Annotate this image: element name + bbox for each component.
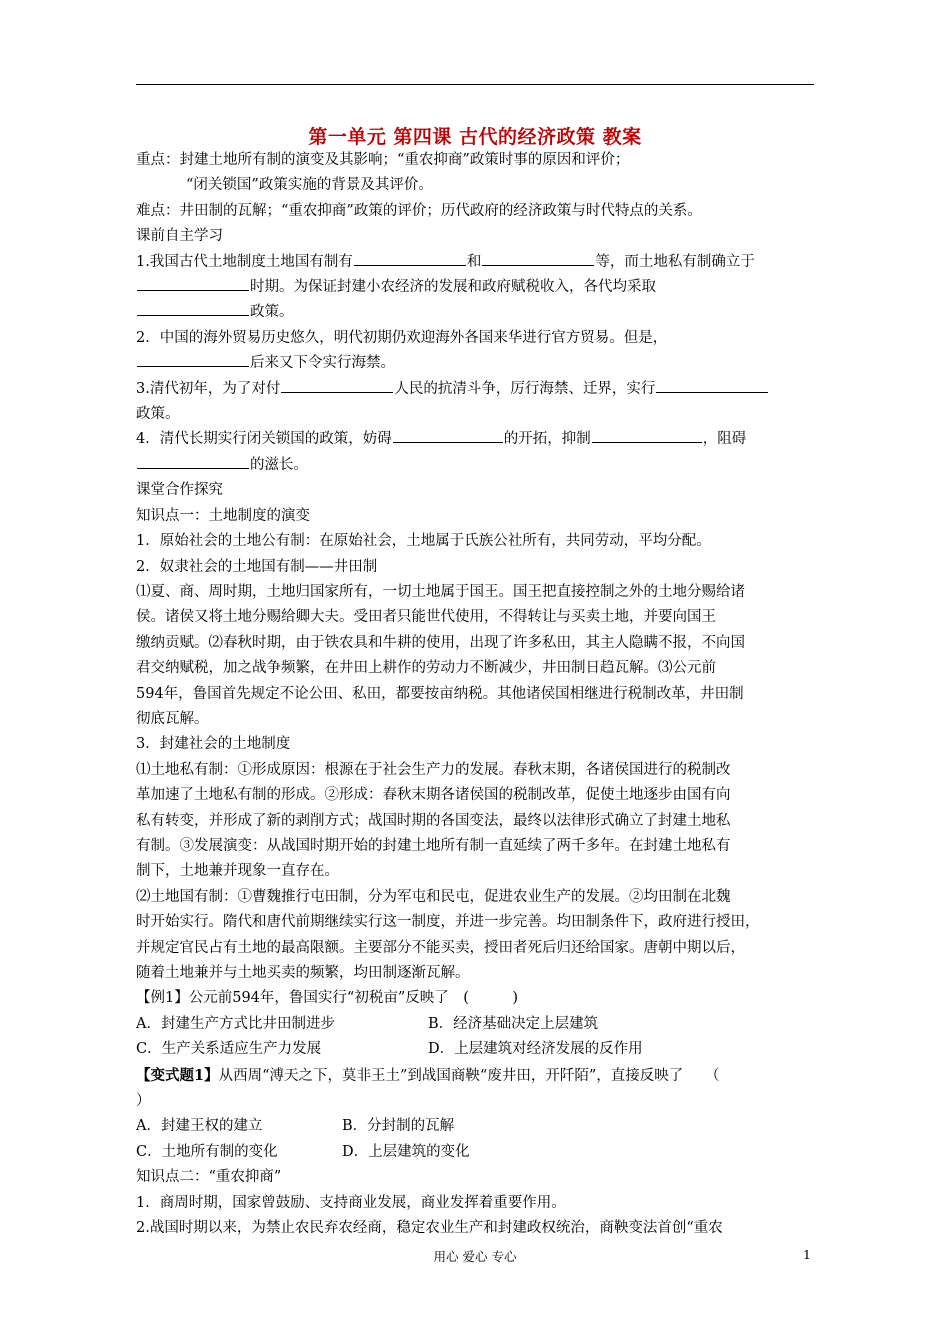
page-footer (0, 1247, 950, 1267)
document-body (136, 148, 816, 1241)
kp2-paragraph-1: 1．商周时期，国家曾鼓励、支持商业发展，商业发挥着重要作用。 (136, 1194, 566, 1211)
q1-text-d: 时期。为保证封建小农经济的发展和政府赋税收入，各代均采取 (250, 279, 656, 296)
example-1-option-b[interactable]: B．经济基础决定上层建筑 (428, 1015, 599, 1032)
variant-1-text: 从西周“溥天之下，莫非王土”到战国商鞅“废井田，开阡陌”，直接反映了 （ (218, 1067, 720, 1084)
question-2-line-1: 2．中国的海外贸易历史悠久，明代初期仍欢迎海外各国来华进行官方贸易。但是， (136, 329, 668, 346)
focus-line-2: “闭关锁国”政策实施的背景及其评价。 (186, 177, 433, 194)
q2-text-b: 后来又下令实行海禁。 (250, 355, 395, 372)
q4-text-c: ，阻碍 (702, 431, 747, 448)
q1-blank-1[interactable] (354, 251, 466, 266)
example-1-option-a[interactable]: A．封建生产方式比井田制进步 (136, 1015, 335, 1032)
paragraph-3-line: 有制。③发展演变：从战国时期开始的封建土地所有制一直延续了两千多年。在封建土地私有 (136, 837, 731, 854)
example-1-option-d[interactable]: D．上层建筑对经济发展的反作用 (428, 1041, 643, 1058)
question-4-line-1 (136, 427, 816, 452)
q4-blank-3[interactable] (137, 454, 249, 469)
question-3-line-2: 政策。 (136, 406, 180, 423)
example-1-options-row-1 (136, 1012, 816, 1037)
variant-1-label: 【变式题1】 (136, 1066, 219, 1084)
paragraph-3-heading: 3．封建社会的土地制度 (136, 736, 291, 753)
question-4-line-2 (136, 453, 816, 478)
q1-blank-4[interactable] (137, 301, 249, 316)
question-2-line-2 (136, 351, 816, 376)
paragraph-2-heading: 2．奴隶社会的土地国有制——井田制 (136, 558, 378, 575)
knowledge-point-2: 知识点二：“重农抑商” (136, 1169, 282, 1186)
paragraph-3-line: ⑵土地国有制：①曹魏推行屯田制，分为军屯和民屯，促进农业生产的发展。②均田制在北魏 (136, 888, 731, 905)
q4-blank-1[interactable] (393, 428, 503, 443)
variant-1-option-c[interactable]: C．土地所有制的变化 (136, 1143, 278, 1160)
difficulty-line: 难点：井田制的瓦解；“重农抑商”政策的评价；历代政府的经济政策与时代特点的关系。 (136, 202, 702, 219)
paragraph-2-line: ⑴夏、商、周时期，土地归国家所有，一切土地属于国王。国王把直接控制之外的土地分赐给诸 (136, 583, 745, 600)
example-1-question: 【例1】公元前594年，鲁国实行“初税亩”反映了 ( ) (136, 990, 519, 1007)
paragraph-3-line: 时开始实行。隋代和唐代前期继续实行这一制度，并进一步完善。均田制条件下，政府进行授田， (136, 914, 760, 931)
variant-1-paren-close: ） (136, 1093, 151, 1110)
variant-1-option-d[interactable]: D．上层建筑的变化 (342, 1143, 470, 1160)
paragraph-3-line: 随着土地兼并与土地买卖的频繁，均田制逐渐瓦解。 (136, 965, 470, 981)
paragraph-2-line: 594年，鲁国首先规定不论公田、私田，都要按亩纳税。其他诸侯国相继进行税制改革，井田制 (136, 685, 744, 702)
paragraph-3-line: 私有转变，并形成了新的剥削方式；战国时期的各国变法，最终以法律形式确立了封建土地私 (136, 812, 731, 829)
paragraph-3-line: 并规定官民占有土地的最高限额。主要部分不能买卖，授田者死后归还给国家。唐朝中期以后， (136, 939, 745, 956)
page-title: 第一单元 第四课 古代的经济政策 教案 (308, 126, 642, 148)
q3-text-b: 人民的抗清斗争，厉行海禁、迁界，实行 (394, 380, 656, 397)
paragraph-3-line: ⑴土地私有制：①形成原因：根源在于社会生产力的发展。春秋末期，各诸侯国进行的税制改 (136, 761, 731, 778)
q4-text-b: 的开拓，抑制 (503, 431, 591, 448)
footer-motto: 用心 爱心 专心 (433, 1249, 517, 1264)
paragraph-1: 1．原始社会的土地公有制：在原始社会，土地属于氏族公社所有，共同劳动，平均分配。 (136, 533, 711, 550)
q1-blank-3[interactable] (137, 276, 249, 291)
q1-text-e: 政策。 (250, 304, 294, 321)
q3-blank-1[interactable] (281, 378, 393, 393)
inclass-heading: 课堂合作探究 (136, 482, 223, 499)
question-1-line-1 (136, 250, 816, 275)
question-1-line-3 (136, 300, 816, 325)
q1-text-c: 等，而土地私有制确立于 (595, 253, 755, 270)
question-1-line-2 (136, 275, 816, 300)
q4-text-a: 4．清代长期实行闭关锁国的政策，妨碍 (136, 431, 392, 448)
example-1-option-c[interactable]: C．生产关系适应生产力发展 (136, 1041, 322, 1058)
paragraph-2-line: 侯。诸侯又将土地分赐给卿大夫。受田者只能世代使用，不得转让与买卖土地，并要向国王 (136, 609, 716, 626)
focus-line-1: 重点：封建土地所有制的演变及其影响；“重农抑商”政策时事的原因和评价； (136, 152, 630, 168)
variant-1-option-b[interactable]: B．分封制的瓦解 (342, 1118, 455, 1135)
q1-text-b: 和 (466, 253, 482, 270)
variant-1-options-row-1 (136, 1114, 816, 1139)
q1-text-a: 1.我国古代土地制度土地国有制有 (136, 253, 353, 270)
question-3-line-1 (136, 377, 816, 402)
page-number: 1 (803, 1247, 811, 1262)
kp2-paragraph-2: 2.战国时期以来，为禁止农民弃农经商，稳定农业生产和封建政权统治，商鞅变法首创“重农 (136, 1220, 723, 1237)
q4-text-d: 的滋长。 (250, 456, 308, 473)
q3-blank-2[interactable] (656, 378, 768, 393)
variant-1-options-row-2 (136, 1140, 816, 1165)
paragraph-3-line: 制下，土地兼并现象一直存在。 (136, 863, 339, 880)
paragraph-3-line: 革加速了土地私有制的形成。②形成：春秋末期各诸侯国的税制改革，促使土地逐步由国有向 (136, 787, 731, 804)
q1-blank-2[interactable] (482, 251, 594, 266)
paragraph-2-line: 缴纳贡赋。⑵春秋时期，由于铁农具和牛耕的使用，出现了许多私田，其主人隐瞒不报，不向国 (136, 634, 745, 651)
preclass-heading: 课前自主学习 (136, 228, 223, 245)
header-rule (136, 84, 814, 85)
variant-1-question (136, 1063, 816, 1089)
knowledge-point-1: 知识点一：土地制度的演变 (136, 507, 310, 524)
paragraph-2-line: 彻底瓦解。 (136, 710, 209, 727)
paragraph-2-line: 君交纳赋税，加之战争频繁，在井田上耕作的劳动力不断减少，井田制日趋瓦解。⑶公元前 (136, 660, 716, 677)
example-1-options-row-2 (136, 1037, 816, 1062)
variant-1-option-a[interactable]: A．封建王权的建立 (136, 1118, 263, 1135)
q3-text-a: 3.清代初年，为了对付 (136, 380, 281, 397)
q4-blank-2[interactable] (592, 428, 702, 443)
q2-blank-1[interactable] (137, 352, 249, 367)
